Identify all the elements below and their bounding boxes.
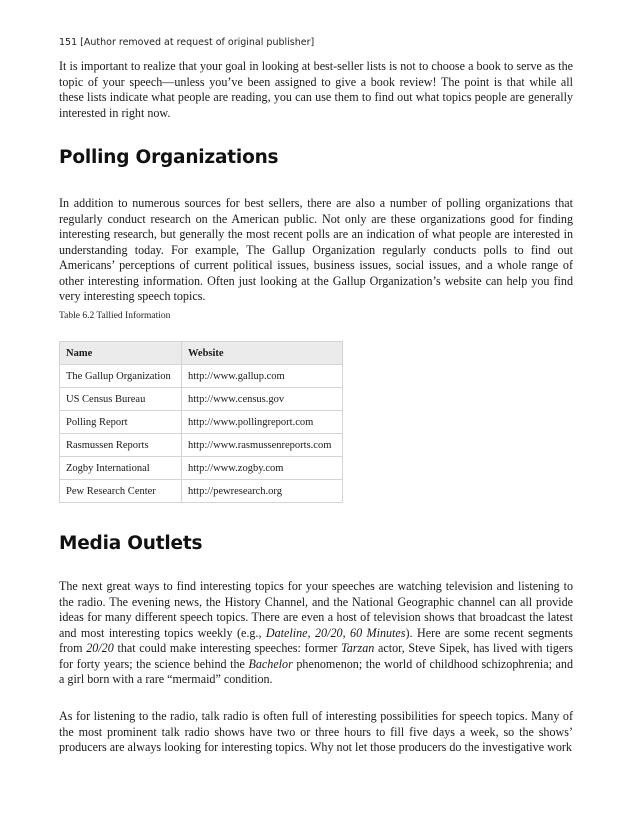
organization-name: The Gallup Organization <box>60 365 182 388</box>
organization-name: Pew Research Center <box>60 480 182 503</box>
text-run: ). Here are some recent segments from <box>59 625 573 655</box>
media-paragraph-2: As for listening to the radio, talk radio is often full of interesting possibilities for speech topics. Many of the most prominent talk radio shows have two or three hours to fill five days a week, so the shows’ producers are always looking for interesting topics. Why not let those producers do the investigative work <box>59 709 573 754</box>
organization-website: http://pewresearch.org <box>182 480 343 503</box>
organization-website: http://www.gallup.com <box>182 365 343 388</box>
table-row <box>60 365 343 388</box>
organization-name: Rasmussen Reports <box>60 434 182 457</box>
media-paragraph-1 <box>59 579 573 688</box>
running-head <box>59 37 314 48</box>
table-row <box>60 411 343 434</box>
table-caption: Table 6.2 Tallied Information <box>59 311 171 321</box>
column-header-name: Name <box>60 342 182 365</box>
organization-name: Polling Report <box>60 411 182 434</box>
polling-paragraph: In addition to numerous sources for best sellers, there are also a number of polling organizations that regularly conduct research on the American public. Not only are these organizations good for finding interesting research, but generally the most recent polls are an indication of what people are interested in understanding today. For example, The Gallup Organization regularly conducts polls to find out Americans’ perceptions of current political issues, business issues, social issues, and a whole range of other interesting information. Often just looking at the Gallup Organization’s website can help you find very interesting speech topics. <box>59 196 573 303</box>
organization-website: http://www.pollingreport.com <box>182 411 343 434</box>
table-header-row <box>60 342 343 365</box>
page-number: 151 <box>59 37 78 48</box>
text-run: , <box>342 625 351 640</box>
text-run: The next great ways to find interesting topics for your speeches are watching television and listening to the radio. The evening news, the History Channel, and the National Geographic channel can all provide ideas for many different speech topics. There are even a host of television shows that broadcast the latest and most interesting topics weekly (e.g., <box>59 579 573 640</box>
column-header-website: Website <box>182 342 343 365</box>
table-row <box>60 388 343 411</box>
running-head-text: [Author removed at request of original publisher] <box>80 37 315 48</box>
show-title: Dateline <box>265 625 308 640</box>
table-row <box>60 457 343 480</box>
text-run: phenomenon; the world of childhood schizophrenia; and a girl born with a rare “mermaid” condition. <box>59 656 573 686</box>
intro-paragraph: It is important to realize that your goal in looking at best-seller lists is not to choose a book to serve as the topic of your speech—unless you’ve been assigned to give a book review! The point is that while all these lists indicate what people are reading, you can use them to find out what topics people are generally interested in right now. <box>59 59 573 120</box>
show-title: 20/20 <box>86 641 114 655</box>
table-row <box>60 434 343 457</box>
media-outlets-heading: Media Outlets <box>59 533 203 554</box>
table-row <box>60 480 343 503</box>
organization-name: US Census Bureau <box>60 388 182 411</box>
organization-website: http://www.census.gov <box>182 388 343 411</box>
text-run: that could make interesting speeches: former <box>113 641 342 655</box>
organization-website: http://www.zogby.com <box>182 457 343 480</box>
polling-organizations-heading: Polling Organizations <box>59 147 279 168</box>
show-title: 60 Minutes <box>350 625 406 640</box>
organization-website: http://www.rasmussenreports.com <box>182 434 343 457</box>
tallied-information-table <box>59 341 343 503</box>
text-run: actor, Steve Sipek, has lived with tigers for forty years; the science behind the <box>59 641 573 671</box>
film-title: Tarzan <box>341 641 375 655</box>
show-title: 20/20 <box>315 625 343 640</box>
show-title: Bachelor <box>248 656 293 671</box>
text-run: , <box>307 625 315 640</box>
organization-name: Zogby International <box>60 457 182 480</box>
